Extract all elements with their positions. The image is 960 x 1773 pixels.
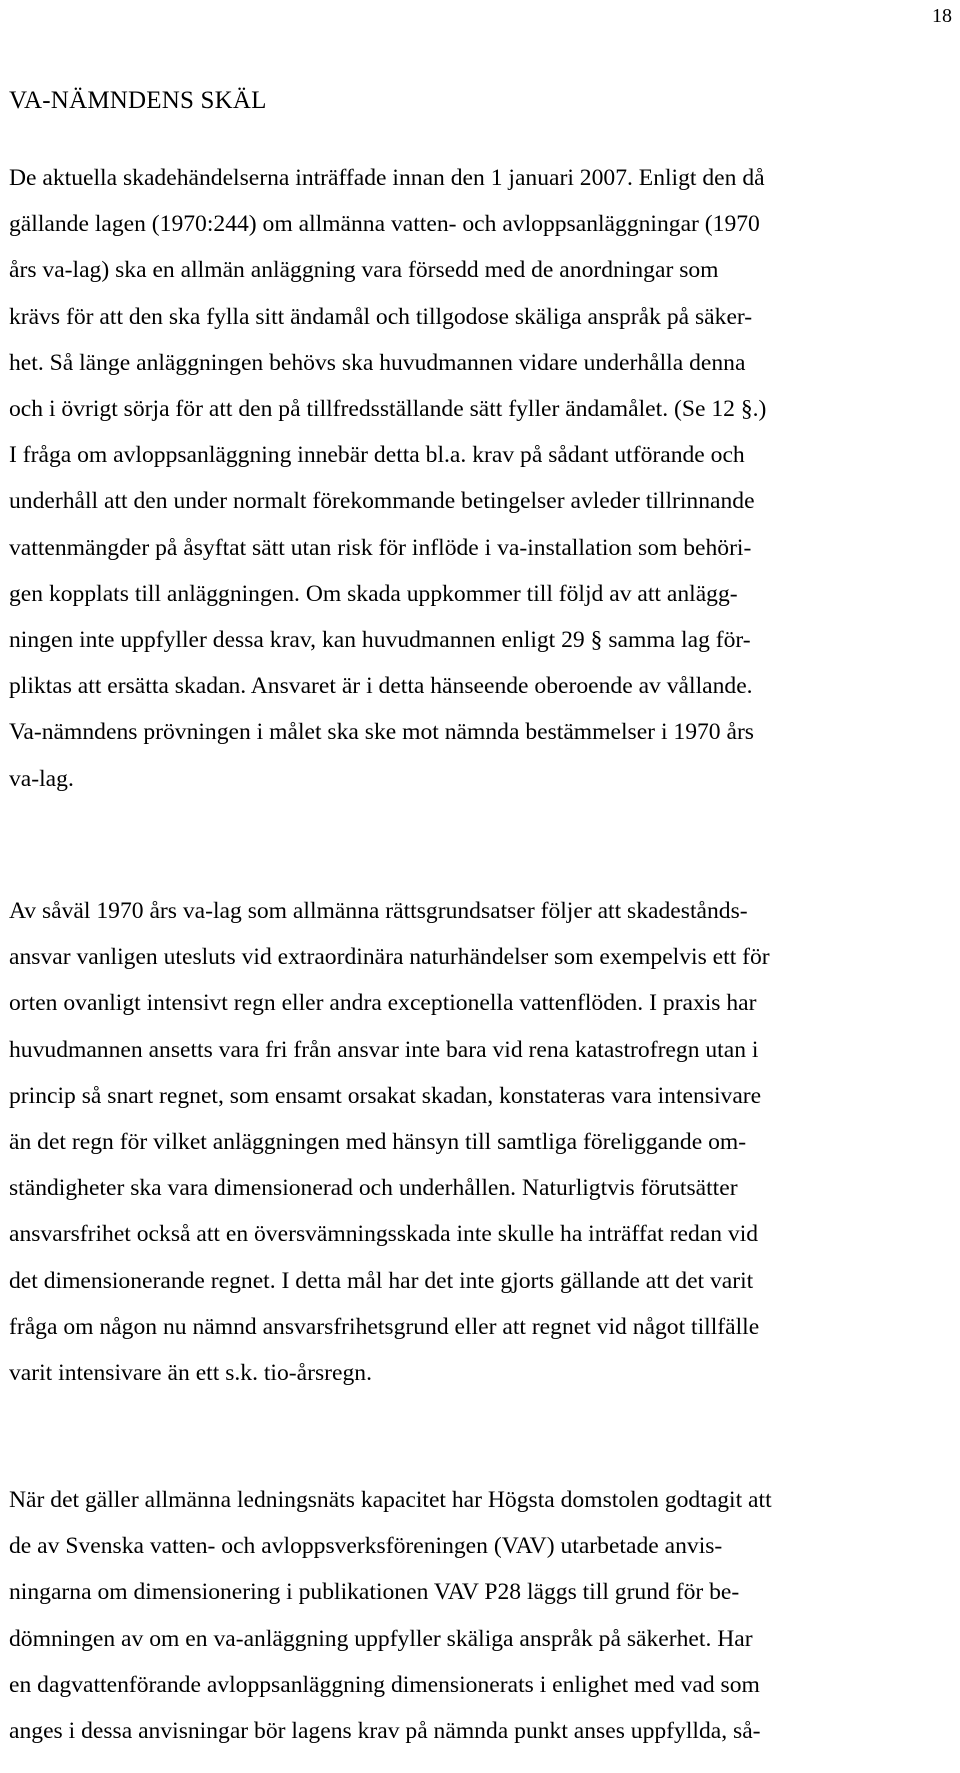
paragraph-line: fråga om någon nu nämnd ansvarsfrihetsgrund eller att regnet vid något tillfälle bbox=[9, 1313, 760, 1340]
paragraph-line: huvudmannen ansetts vara fri från ansvar inte bara vid rena katastrofregn utan i bbox=[9, 1036, 759, 1063]
paragraph-line: Av såväl 1970 års va-lag som allmänna rättsgrundsatser följer att skadestånds- bbox=[9, 898, 748, 924]
paragraph-line: ansvarsfrihet också att en översvämningsskada inte skulle ha inträffat redan vid bbox=[9, 1221, 759, 1248]
paragraph-line: När det gäller allmänna ledningsnäts kapacitet har Högsta domstolen godtagit att bbox=[9, 1487, 772, 1513]
paragraph-line: anges i dessa anvisningar bör lagens krav på nämnda punkt anses uppfyllda, så- bbox=[9, 1718, 761, 1745]
paragraph-line: års va-lag) ska en allmän anläggning vara försedd med de anordningar som bbox=[9, 257, 719, 284]
paragraph-3 bbox=[9, 1477, 951, 1754]
paragraph-line: het. Så länge anläggningen behövs ska huvudmannen vidare underhålla denna bbox=[9, 349, 746, 376]
paragraph-line: ansvar vanligen utesluts vid extraordinära naturhändelser som exempelvis ett för bbox=[9, 944, 770, 971]
paragraph-line: gällande lagen (1970:244) om allmänna vatten- och avloppsanläggningar (1970 bbox=[9, 211, 760, 238]
paragraph-line: en dagvattenförande avloppsanläggning dimensionerats i enlighet med vad som bbox=[9, 1671, 760, 1698]
paragraph-2 bbox=[9, 888, 951, 1396]
page-number: 18 bbox=[932, 5, 952, 27]
paragraph-line: underhåll att den under normalt förekommande betingelser avleder tillrinnande bbox=[9, 488, 755, 515]
paragraph-line: vattenmängder på åsyftat sätt utan risk för inflöde i va-installation som behöri- bbox=[9, 534, 752, 561]
paragraph-line: det dimensionerande regnet. I detta mål har det inte gjorts gällande att det varit bbox=[9, 1267, 754, 1294]
paragraph-line: De aktuella skadehändelserna inträffade innan den 1 januari 2007. Enligt den då bbox=[9, 165, 765, 191]
paragraph-line: pliktas att ersätta skadan. Ansvaret är i detta hänseende oberoende av vållande. bbox=[9, 673, 753, 700]
paragraph-line: krävs för att den ska fylla sitt ändamål och tillgodose skäliga anspråk på säker- bbox=[9, 303, 753, 330]
paragraph-line: ningarna om dimensionering i publikationen VAV P28 läggs till grund för be- bbox=[9, 1579, 740, 1606]
paragraph-line: princip så snart regnet, som ensamt orsakat skadan, konstateras vara intensivare bbox=[9, 1082, 762, 1109]
paragraph-line: ningen inte uppfyller dessa krav, kan huvudmannen enligt 29 § samma lag för- bbox=[9, 627, 751, 654]
paragraph-line: gen kopplats till anläggningen. Om skada uppkommer till följd av att anlägg- bbox=[9, 580, 738, 607]
section-heading: VA-NÄMNDENS SKÄL bbox=[9, 87, 267, 114]
paragraph-line: va-lag. bbox=[9, 765, 74, 792]
paragraph-line: orten ovanligt intensivt regn eller andra exceptionella vattenflöden. I praxis har bbox=[9, 990, 757, 1017]
paragraph-line: I fråga om avloppsanläggning innebär detta bl.a. krav på sådant utförande och bbox=[9, 442, 745, 469]
paragraph-line: än det regn för vilket anläggningen med hänsyn till samtliga föreliggande om- bbox=[9, 1129, 747, 1156]
paragraph-line: dömningen av om en va-anläggning uppfyller skäliga anspråk på säkerhet. Har bbox=[9, 1625, 753, 1652]
paragraph-line: och i övrigt sörja för att den på tillfredsställande sätt fyller ändamålet. (Se 12 §.) bbox=[9, 396, 767, 423]
paragraph-line: Va-nämndens prövningen i målet ska ske mot nämnda bestämmelser i 1970 års bbox=[9, 719, 754, 746]
paragraph-line: ständigheter ska vara dimensionerad och underhållen. Naturligtvis förutsätter bbox=[9, 1175, 738, 1202]
paragraph-1 bbox=[9, 155, 951, 802]
paragraph-line: varit intensivare än ett s.k. tio-årsregn. bbox=[9, 1360, 372, 1387]
paragraph-line: de av Svenska vatten- och avloppsverksföreningen (VAV) utarbetade anvis- bbox=[9, 1533, 723, 1560]
